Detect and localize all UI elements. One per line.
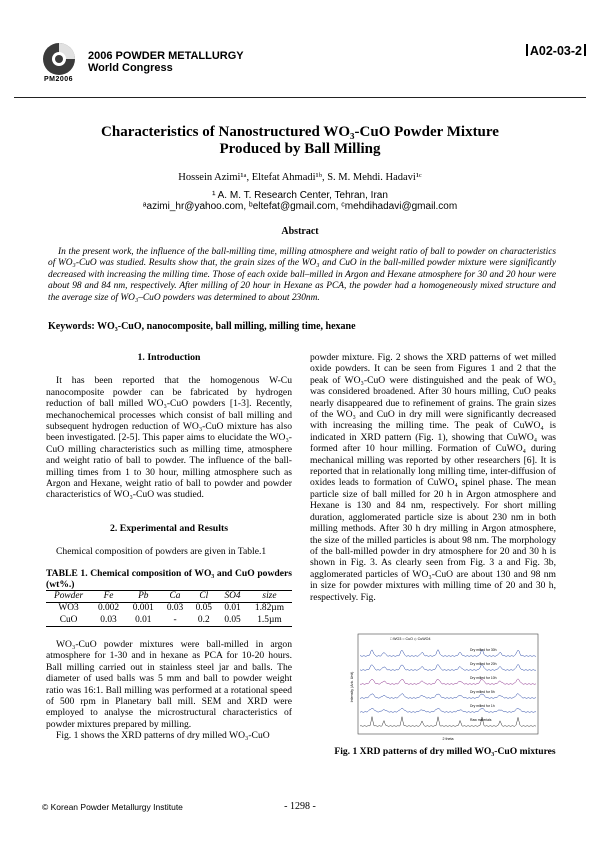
table-header: Cl <box>189 590 218 602</box>
conference-name <box>88 50 244 74</box>
table-cell: 0.05 <box>218 615 247 627</box>
table-row <box>46 603 292 615</box>
xrd-xlabel: 2 theta <box>442 737 454 741</box>
keywords: Keywords: WO₃-CuO, nanocomposite, ball milling, milling time, hexane <box>48 321 356 332</box>
title-line-1: Characteristics of Nanostructured WO₃-CuO Powder Mixture <box>101 124 499 140</box>
table-1 <box>46 590 292 627</box>
table-cell: 1.5µm <box>247 615 292 627</box>
affiliation-block <box>0 190 600 212</box>
left-column <box>46 352 292 742</box>
page-number: - 1298 - <box>284 801 316 812</box>
pm2006-logo-text: PM2006 <box>44 76 74 83</box>
section-2-paragraph-1: Chemical composition of powders are given in Table.1 <box>56 546 267 558</box>
xrd-trace-label: Dry milled for 20h <box>470 662 497 666</box>
section-2-paragraph-3: Fig. 1 shows the XRD patterns of dry milled WO₃-CuO <box>56 730 270 742</box>
table-cell: 1.82µm <box>254 603 284 614</box>
xrd-legend: □ WO3 ○ CuO ◇ CuWO4 <box>390 637 431 641</box>
table-1-caption: TABLE 1. Chemical composition of WO₃ and CuO powders (wt%.) <box>46 567 292 590</box>
table-cell: 0.03 <box>91 615 126 627</box>
abstract-text: In the present work, the influence of the ball-milling time, milling atmosphere and weight ratio of ball to powder on characteristics of WO₃-CuO was studied. Results show that, the grain sizes of the WO₃ and CuO in the ball-milled powder mixture were significantly decreased with increasing the milling time. Those of each oxide ball–milled in Argon and Hexane atmosphere for 30 and 20 hour were about 98 and 84 nm, respectively. After milling of 20 hour in Hexane as PCA, the powder had a homogeneously mixed structure and the average size of WO₃–CuO powders was determined to about 230nm. <box>48 247 556 303</box>
table-cell: 0.2 <box>189 615 218 627</box>
table-cell: 0.05 <box>195 603 212 614</box>
table-header: Pb <box>126 590 161 602</box>
right-column <box>310 352 556 603</box>
section-2-paragraph-2: WO₃-CuO powder mixtures were ball-milled in argon atmosphere for 1-30 and in hexane as PCA for 10-20 hours. Ball milling carried out in stainless steel jar and balls. The diameter of used balls was 5 mm and ball to powder weight ratio was 16:1. Ball milling was performed at a rotational speed of 500 rpm in Planetary ball mill. SEM and XRD were employed to analyse the microstructural characteristics of powder mixtures prepared by milling. <box>46 638 292 730</box>
table-cell: 0.03 <box>166 603 184 614</box>
table-cell: - <box>161 615 190 627</box>
xrd-trace-label: Raw materials <box>470 718 492 722</box>
table-header: SO4 <box>218 590 247 602</box>
table-header-row <box>46 590 292 602</box>
emails: ᵃazimi_hr@yahoo.com, ᵇeltefat@gmail.com, ᶜmehdihadavi@gmail.com <box>142 201 458 212</box>
figure-1-caption: Fig. 1 XRD patterns of dry milled WO₃-CuO mixtures <box>334 746 556 757</box>
table-cell: WO3 <box>58 603 79 614</box>
abstract-heading: Abstract <box>281 226 319 237</box>
paper-title <box>0 124 600 158</box>
figure-1-xrd-plot <box>350 632 542 742</box>
xrd-trace-label: Dry milled for 5h <box>470 690 495 694</box>
table-cell: 0.01 <box>224 603 241 614</box>
section-2-heading: 2. Experimental and Results <box>109 522 229 534</box>
right-column-text: powder mixture. Fig. 2 shows the XRD patterns of wet milled oxide powders. It can be seen from Figures 1 and 2 that the peak of WO₃-CuO were distinguished and the peak of WO₃ was considered broadened. After 30 hours milling, CuO peaks nearly disappeared due to refinement of grains. The grain sizes of the WO₃ and CuO in dry mill were significantly decreased with increasing the milling time. The peak of CuWO₄ is indicated in XRD pattern (Fig. 1), showing that CuWO₄ was formed after 10 hour milling. Formation of CuWO₄ during mechanical milling was reported by other researchers [6]. It is reported that in relationally long milling time, inter-diffusion of oxides leads to formation of CuWO₄ spinel phase. The mean particle size of ball milled for 20 h in Argon atmosphere and Hexane is 130 and 84 nm, respectively. For short milling duration, agglomerated particle size is about 230 nm in both milling methods. After 30 h dry milling in Argon atmosphere, the size of the milled particles is about 98 nm. The morphology of the ball-milled powder in dry atmosphere for 20 and 30 h is shown in Fig. 3. As clearly seen from Fig. 3 a and Fig. 3b, agglomerated particles of WO₃-CuO are about 130 and 98 nm in size for powder mixtures with milling time of 20 and 30 h, respectively. Fig. <box>310 352 556 603</box>
conference-line-2: World Congress <box>88 62 173 74</box>
pm2006-logo-icon <box>42 42 76 76</box>
section-1-heading: 1. Introduction <box>137 352 201 363</box>
conference-line-1: 2006 POWDER METALLURGY <box>88 50 244 62</box>
table-cell: 0.001 <box>132 603 154 614</box>
table-cell: CuO <box>46 615 91 627</box>
xrd-plot-svg <box>350 632 542 742</box>
paper-code <box>526 44 586 58</box>
table-header: Fe <box>91 590 126 602</box>
xrd-trace-label: Dry milled for 10h <box>470 676 497 680</box>
table-header: size <box>247 590 292 602</box>
authors: Hossein Azimi¹ᵃ, Eltefat Ahmadi¹ᵇ, S. M. Mehdi. Hadavi¹ᶜ <box>178 172 422 183</box>
table-header: Powder <box>46 590 91 602</box>
section-1-text: It has been reported that the homogenous W-Cu nanocomposite powder can be fabricated by hydrogen reduction of ball milled WO₃-CuO powders [1-3]. Recently, mechanochemical processes which consist of ball milling and subsequent hydrogen reduction of WO₃-CuO mixture has also been investigated. [2-5]. This paper aims to elucidate the WO₃-CuO milling characteristics such as milling time, atmosphere and weight ratio of ball to powder. The influence of the ball-milling times from 1 to 30 hour, milling atmosphere such as Argon and Hexane, weight ratio of ball to powder and powder characteristics of WO₃-CuO was studied. <box>46 375 292 501</box>
table-row <box>46 615 292 627</box>
affiliation: ¹ A. M. T. Research Center, Tehran, Iran <box>212 190 388 201</box>
table-cell: 0.002 <box>97 603 120 614</box>
xrd-ylabel: Intensity (Arb. Unit) <box>350 671 354 703</box>
xrd-trace-label: Dry milled for 1h <box>470 704 495 708</box>
xrd-trace-label: Dry milled for 30h <box>470 648 497 652</box>
table-header: Ca <box>161 590 190 602</box>
header-rule <box>14 97 586 98</box>
paper-code-text: A02-03-2 <box>529 44 582 58</box>
footer-copyright: © Korean Powder Metallurgy Institute <box>42 802 183 812</box>
table-cell: 0.01 <box>126 615 161 627</box>
title-line-2: Produced by Ball Milling <box>219 141 381 157</box>
